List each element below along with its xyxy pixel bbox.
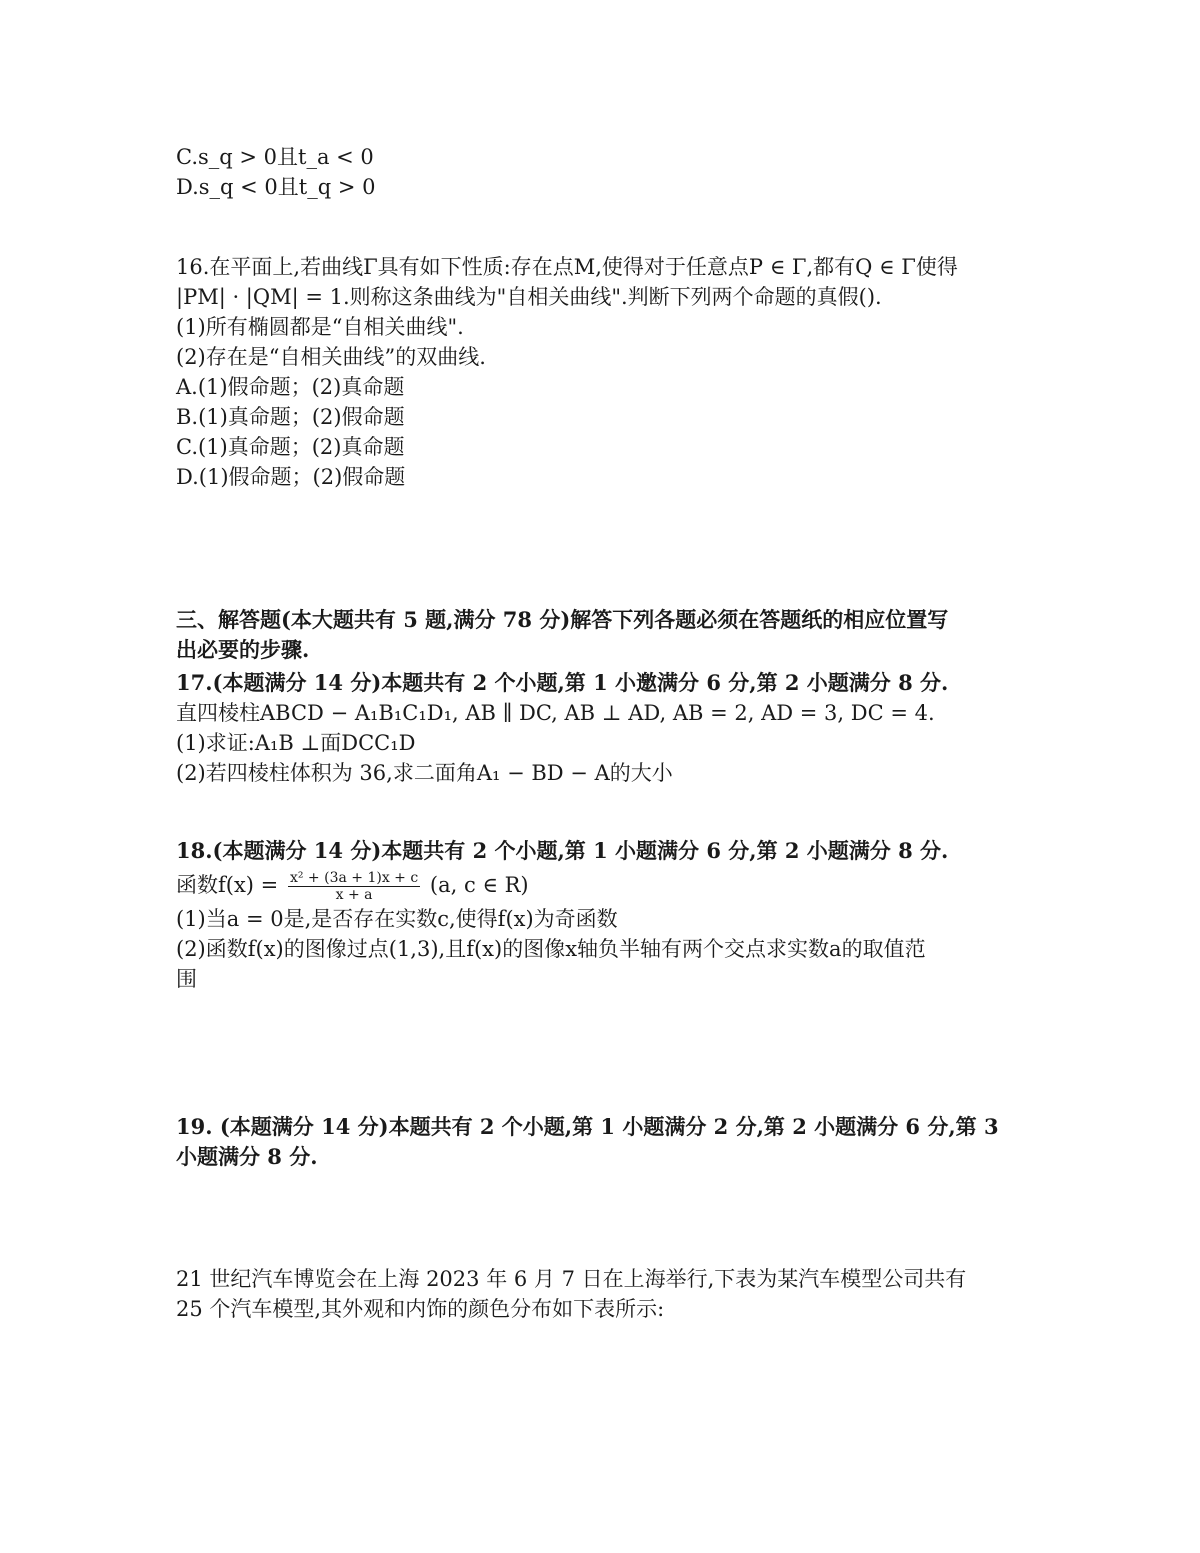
q18-function-suffix: (a, c ∈ R)	[429, 873, 529, 897]
question-19-body	[176, 1264, 1036, 1324]
q16-option-b: B.(1)真命题；(2)假命题	[176, 405, 405, 429]
q18-function-fraction	[288, 870, 420, 903]
question-16	[176, 252, 1036, 492]
question-17	[176, 668, 1036, 788]
q16-option-d: D.(1)假命题；(2)假命题	[176, 465, 406, 489]
question-19-header	[176, 1112, 1036, 1172]
q18-function-denominator: x + a	[335, 887, 373, 903]
section-3-heading-line-2: 出必要的步骤.	[176, 637, 310, 662]
q19-body-line-2: 25 个汽车模型,其外观和内饰的颜色分布如下表所示:	[176, 1297, 665, 1321]
q19-body-line-1: 21 世纪汽车博览会在上海 2023 年 6 月 7 日在上海举行,下表为某汽车模型公司共有	[176, 1267, 967, 1291]
q18-function	[176, 866, 1036, 904]
q18-header: 18.(本题满分 14 分)本题共有 2 个小题,第 1 小题满分 6 分,第 2 小题满分 8 分.	[176, 838, 949, 863]
q15-options	[176, 142, 1036, 202]
section-3-heading	[176, 605, 1036, 665]
q16-proposition-1: (1)所有椭圆都是“自相关曲线".	[176, 315, 464, 339]
q16-option-c: C.(1)真命题；(2)真命题	[176, 435, 405, 459]
q15-option-c: C.s_q > 0且t_a < 0	[176, 145, 374, 169]
q19-header-line-1: 19. (本题满分 14 分)本题共有 2 个小题,第 1 小题满分 2 分,第 2 小题满分 6 分,第 3	[176, 1114, 999, 1139]
q17-part-2: (2)若四棱柱体积为 36,求二面角A₁ − BD − A的大小	[176, 761, 673, 785]
q17-part-1: (1)求证:A₁B ⊥面DCC₁D	[176, 731, 416, 755]
q15-option-d: D.s_q < 0且t_q > 0	[176, 175, 376, 199]
question-18	[176, 836, 1036, 994]
q18-function-numerator: x² + (3a + 1)x + c	[289, 870, 419, 886]
q17-given: 直四棱柱ABCD − A₁B₁C₁D₁, AB ∥ DC, AB ⊥ AD, AB = 2, AD = 3, DC = 4.	[176, 701, 935, 725]
q18-part-2-line-2: 围	[176, 967, 197, 991]
section-3-heading-line-1: 三、解答题(本大题共有 5 题,满分 78 分)解答下列各题必须在答题纸的相应位置写	[176, 607, 949, 632]
q18-function-prefix: 函数f(x) =	[176, 873, 279, 897]
q18-part-2-line-1: (2)函数f(x)的图像过点(1,3),且f(x)的图像x轴负半轴有两个交点求实数a的取值范	[176, 937, 926, 961]
q18-part-1: (1)当a = 0是,是否存在实数c,使得f(x)为奇函数	[176, 907, 618, 931]
q16-option-a: A.(1)假命题；(2)真命题	[176, 375, 405, 399]
q16-stem-line-1: 16.在平面上,若曲线Γ具有如下性质:存在点M,使得对于任意点P ∈ Γ,都有Q ∈ Γ使得	[176, 255, 958, 279]
q17-header: 17.(本题满分 14 分)本题共有 2 个小题,第 1 小邀满分 6 分,第 2 小题满分 8 分.	[176, 670, 949, 695]
q16-proposition-2: (2)存在是“自相关曲线”的双曲线.	[176, 345, 486, 369]
q16-stem-line-2: |PM| · |QM| = 1.则称这条曲线为"自相关曲线".判断下列两个命题的真假().	[176, 285, 882, 309]
q19-header-line-2: 小题满分 8 分.	[176, 1144, 318, 1169]
